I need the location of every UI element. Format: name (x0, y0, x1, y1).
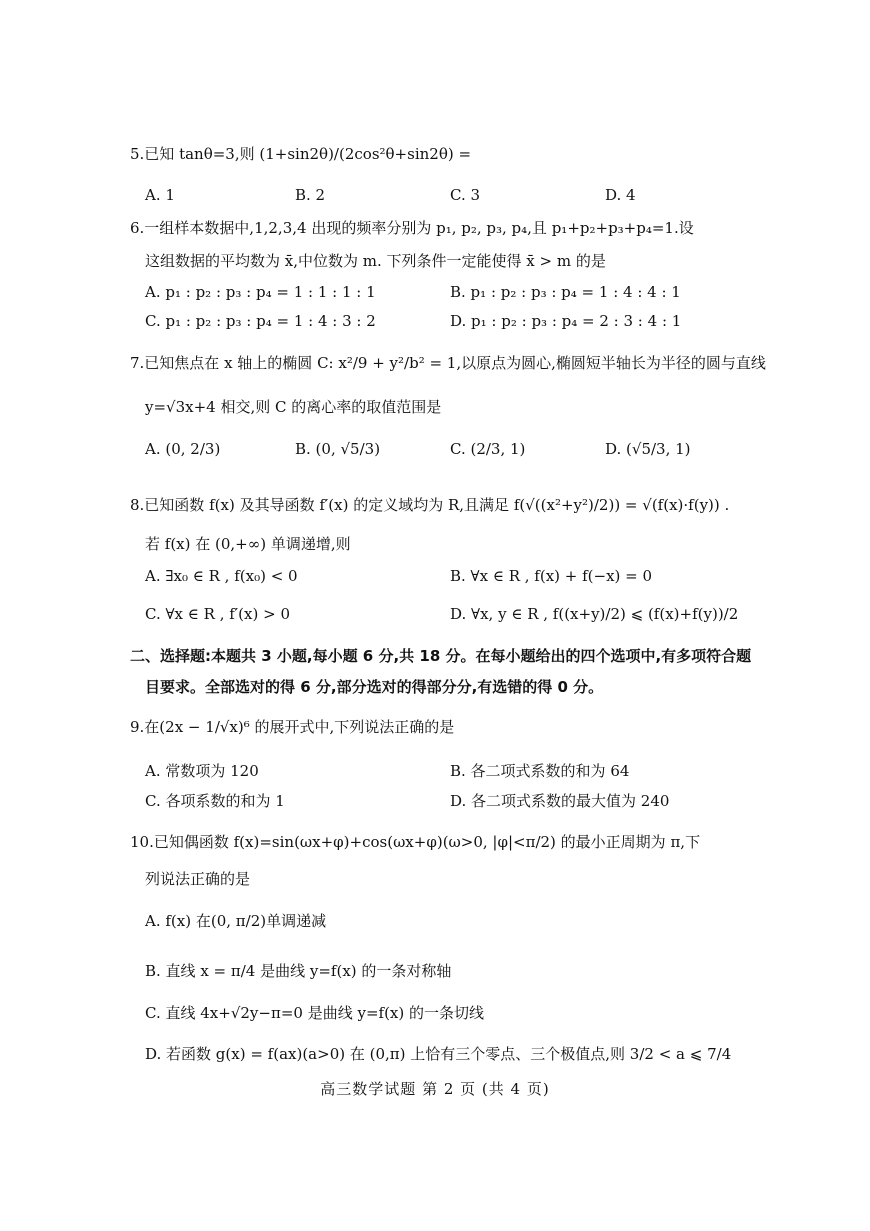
q7-stem-line1: 7.已知焦点在 x 轴上的椭圆 C: x²/9 + y²/b² = 1,以原点为圆心,椭圆短半轴长为半径的圆与直线 (130, 354, 766, 372)
q9-option-d: D. 各二项式系数的最大值为 240 (450, 792, 670, 810)
q9-option-b: B. 各二项式系数的和为 64 (450, 762, 630, 780)
page-footer: 高三数学试题 第 2 页 (共 4 页) (320, 1080, 550, 1098)
q10-stem-line2: 列说法正确的是 (145, 870, 251, 888)
section2-heading-line1: 二、选择题:本题共 3 小题,每小题 6 分,共 18 分。在每小题给出的四个选项中,有多项符合题 (130, 647, 752, 665)
q5-option-a: A. 1 (145, 186, 175, 204)
q7-stem-line2: y=√3x+4 相交,则 C 的离心率的取值范围是 (145, 398, 442, 416)
q6-stem-line2: 这组数据的平均数为 x̄,中位数为 m. 下列条件一定能使得 x̄ > m 的是 (145, 252, 606, 270)
q7-option-a: A. (0, 2/3) (145, 440, 221, 458)
section2-heading-line2: 目要求。全部选对的得 6 分,部分选对的得部分分,有选错的得 0 分。 (145, 678, 604, 696)
q6-option-b: B. p₁ : p₂ : p₃ : p₄ = 1 : 4 : 4 : 1 (450, 283, 681, 301)
q9-option-a: A. 常数项为 120 (145, 762, 259, 780)
q5-option-b: B. 2 (295, 186, 326, 204)
q5-stem: 5.已知 tanθ=3,则 (1+sin2θ)/(2cos²θ+sin2θ) = (130, 145, 472, 163)
q8-option-c: C. ∀x ∈ R , f′(x) > 0 (145, 605, 290, 623)
q10-option-b: B. 直线 x = π/4 是曲线 y=f(x) 的一条对称轴 (145, 962, 452, 980)
q8-stem-line2: 若 f(x) 在 (0,+∞) 单调递增,则 (145, 535, 351, 553)
q10-option-c: C. 直线 4x+√2y−π=0 是曲线 y=f(x) 的一条切线 (145, 1004, 484, 1022)
q6-option-c: C. p₁ : p₂ : p₃ : p₄ = 1 : 4 : 3 : 2 (145, 312, 376, 330)
q7-option-b: B. (0, √5/3) (295, 440, 381, 458)
q8-option-a: A. ∃x₀ ∈ R , f(x₀) < 0 (145, 567, 298, 585)
q10-option-d: D. 若函数 g(x) = f(ax)(a>0) 在 (0,π) 上恰有三个零点、三个极值点,则 3/2 < a ⩽ 7/4 (145, 1045, 732, 1063)
q7-option-c: C. (2/3, 1) (450, 440, 526, 458)
q9-stem: 9.在(2x − 1/√x)⁶ 的展开式中,下列说法正确的是 (130, 718, 455, 736)
q10-option-a: A. f(x) 在(0, π/2)单调递减 (145, 912, 327, 930)
q9-option-c: C. 各项系数的和为 1 (145, 792, 285, 810)
q6-stem-line1: 6.一组样本数据中,1,2,3,4 出现的频率分别为 p₁, p₂, p₃, p₄,且 p₁+p₂+p₃+p₄=1.设 (130, 219, 694, 237)
q10-stem-line1: 10.已知偶函数 f(x)=sin(ωx+φ)+cos(ωx+φ)(ω>0, |φ|<π/2) 的最小正周期为 π,下 (130, 833, 701, 851)
q8-stem-line1: 8.已知函数 f(x) 及其导函数 f′(x) 的定义域均为 R,且满足 f(√((x²+y²)/2)) = √(f(x)·f(y)) . (130, 496, 730, 514)
q6-option-d: D. p₁ : p₂ : p₃ : p₄ = 2 : 3 : 4 : 1 (450, 312, 682, 330)
q8-option-b: B. ∀x ∈ R , f(x) + f(−x) = 0 (450, 567, 653, 585)
q5-option-c: C. 3 (450, 186, 481, 204)
q5-option-d: D. 4 (605, 186, 636, 204)
q8-option-d: D. ∀x, y ∈ R , f((x+y)/2) ⩽ (f(x)+f(y))/2 (450, 605, 739, 623)
q6-option-a: A. p₁ : p₂ : p₃ : p₄ = 1 : 1 : 1 : 1 (145, 283, 376, 301)
q7-option-d: D. (√5/3, 1) (605, 440, 691, 458)
